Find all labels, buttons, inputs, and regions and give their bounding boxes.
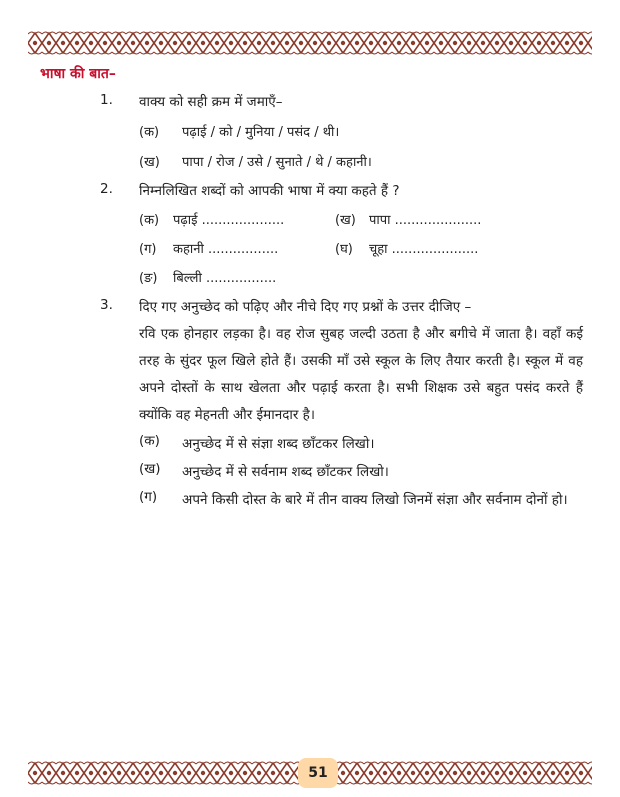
option-text: कहानी ................. xyxy=(173,242,279,257)
question-2-number: 2. xyxy=(100,181,113,197)
option-label: (क) xyxy=(139,213,160,228)
question-1-number: 1. xyxy=(100,92,113,108)
option-label: (ङ) xyxy=(139,271,158,286)
option-text: बिल्ली ................. xyxy=(173,271,277,286)
question-3-option-ka xyxy=(139,431,583,458)
option-label: (क) xyxy=(139,125,160,140)
question-1-text: वाक्य को सही क्रम में जमाएँ– xyxy=(139,94,283,110)
question-2-option-kha xyxy=(335,210,481,228)
option-text: पापा ..................... xyxy=(369,213,482,228)
question-2-text: निम्नलिखित शब्दों को आपकी भाषा में क्या कहते हैं ? xyxy=(139,183,400,199)
option-text: अनुच्छेद में से सर्वनाम शब्द छाँटकर लिखो। xyxy=(182,464,389,480)
question-3-text: दिए गए अनुच्छेद को पढ़िए और नीचे दिए गए प्रश्नों के उत्तर दीजिए – xyxy=(139,299,472,315)
question-3-paragraph: रवि एक होनहार लड़का है। वह रोज सुबह जल्दी उठता है और बगीचे में जाता है। वहाँ कई तरह के सुंदर फूल खिले होते हैं। उसकी माँ उसे स्कूल के लिए तैयार करती है। स्कूल में वह अपने दोस्तों के साथ खेलता और पढ़ाई करता है। सभी शिक्षक उसे बहुत पसंद करते हैं क्योंकि वह मेहनती और ईमानदार है। xyxy=(139,326,583,423)
option-text: पढ़ाई / को / मुनिया / पसंद / थी। xyxy=(182,125,340,140)
option-label: (ख) xyxy=(139,461,161,477)
option-label: (क) xyxy=(139,433,160,449)
question-2-option-ga xyxy=(139,239,278,257)
question-2-option-ka xyxy=(139,210,284,228)
option-label: (ख) xyxy=(139,155,160,170)
option-label: (ग) xyxy=(139,242,157,257)
question-3-number: 3. xyxy=(100,297,113,313)
page-number: 51 xyxy=(298,758,338,788)
option-text: पापा / रोज / उसे / सुनाते / थे / कहानी। xyxy=(182,155,372,170)
option-label: (ख) xyxy=(335,213,356,228)
option-text: अनुच्छेद में से संज्ञा शब्द छाँटकर लिखो। xyxy=(182,436,375,452)
question-2-option-gha xyxy=(335,239,478,257)
question-3-option-kha xyxy=(139,459,583,486)
question-1-option-kha xyxy=(139,152,372,170)
option-text: पढ़ाई .................... xyxy=(173,213,285,228)
question-2-option-nga xyxy=(139,268,276,286)
option-text: अपने किसी दोस्त के बारे में तीन वाक्य लिखो जिनमें संज्ञा और सर्वनाम दोनों हो। xyxy=(182,492,568,508)
section-heading: भाषा की बात– xyxy=(40,66,116,82)
option-label: (घ) xyxy=(335,242,353,257)
question-1-option-ka xyxy=(139,122,339,140)
option-text: चूहा ..................... xyxy=(369,242,479,257)
option-label: (ग) xyxy=(139,489,158,505)
top-ornamental-border-icon xyxy=(28,30,592,56)
question-3-option-ga xyxy=(139,487,583,514)
